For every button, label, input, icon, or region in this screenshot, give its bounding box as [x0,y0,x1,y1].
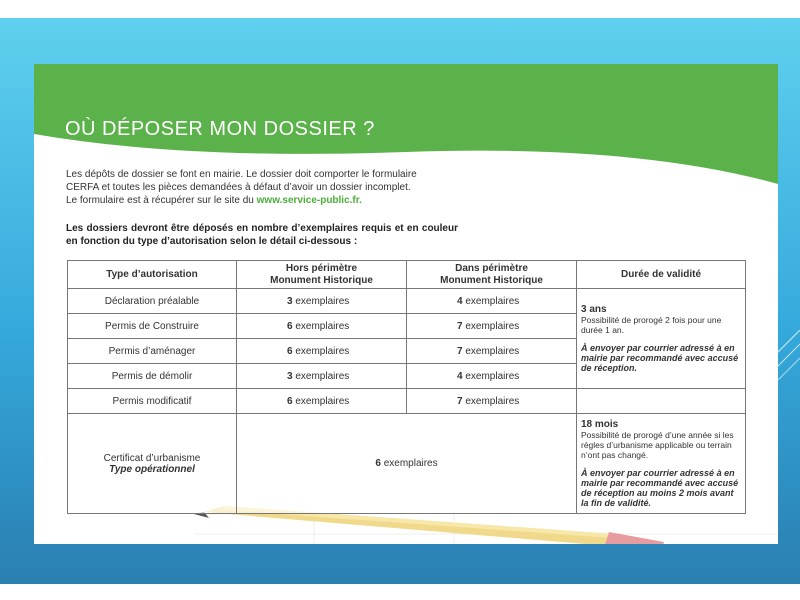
page-title: OÙ DÉPOSER MON DOSSIER ? [65,118,375,140]
header-text: Monument Historique [270,274,373,286]
header-type: Type d’autorisation [68,261,237,289]
count-unit: exemplaires [465,320,520,332]
intro-line: CERFA et toutes les pièces demandées à défaut d’avoir un dossier incomplet. [66,182,411,193]
count-dans [407,339,577,364]
header-text: Dans périmètre [455,262,528,274]
intro-line [66,194,466,207]
duree-title: 18 mois [581,419,619,430]
table-row [68,289,746,314]
row-type: Déclaration préalable [68,289,237,314]
duree-text: Possibilité de prorogé 2 fois pour une durée 1 an. [581,315,722,335]
row-type: Permis de Construire [68,314,237,339]
certificat-count [237,414,577,514]
count-unit: exemplaires [465,295,520,307]
row-type: Permis de démolir [68,364,237,389]
count-value: 7 [457,320,463,332]
intro-paragraph [66,168,466,207]
count-value: 6 [287,345,293,357]
count-unit: exemplaires [465,370,520,382]
certificat-subtype: Type opérationnel [109,463,195,475]
duree-instruction: À envoyer par courrier adressé à en mairie par recommandé avec accusé de réception. [581,343,739,373]
duree-certificat [577,414,746,514]
service-public-link[interactable]: www.service-public.fr. [256,195,362,206]
count-dans [407,314,577,339]
count-value: 6 [375,458,381,469]
count-value: 6 [287,395,293,407]
count-hors [237,314,407,339]
authorization-table [67,260,746,514]
count-value: 4 [457,295,463,307]
count-value: 6 [287,320,293,332]
header-text: Monument Historique [440,274,543,286]
count-unit: exemplaires [295,395,350,407]
certificat-type [68,414,237,514]
count-value: 7 [457,345,463,357]
row-type: Permis modificatif [68,389,237,414]
count-unit: exemplaires [465,345,520,357]
count-value: 3 [287,295,293,307]
table-row [68,389,746,414]
count-hors [237,364,407,389]
count-unit: exemplaires [295,370,350,382]
count-unit: exemplaires [295,295,350,307]
duree-permis [577,289,746,389]
count-unit: exemplaires [295,320,350,332]
count-unit: exemplaires [295,345,350,357]
instructions-note: Les dossiers devront être déposés en nombre d’exemplaires requis et en couleur en fonction du type d’autorisation selon le détail ci-dessous : [66,223,458,247]
duree-title: 3 ans [581,304,607,315]
count-unit: exemplaires [383,458,438,469]
duree-text: Possibilité de prorogé d’une année si les règles d’urbanisme applicable ou terrain n’ont pas changé. [581,430,734,460]
count-dans [407,289,577,314]
header-hors-perimetre [237,261,407,289]
slide-card [34,64,778,544]
header-duree: Durée de validité [577,261,746,289]
header-text: Hors périmètre [285,262,358,274]
intro-line: Les dépôts de dossier se font en mairie. Le dossier doit comporter le formulaire [66,169,417,180]
intro-text: Le formulaire est à récupérer sur le site du [66,195,257,206]
table-header-row [68,261,746,289]
count-dans [407,364,577,389]
row-type: Permis d’aménager [68,339,237,364]
count-hors [237,389,407,414]
header-dans-perimetre [407,261,577,289]
count-unit: exemplaires [465,395,520,407]
table-row-certificat [68,414,746,514]
count-hors [237,289,407,314]
count-value: 3 [287,370,293,382]
count-value: 4 [457,370,463,382]
count-dans [407,389,577,414]
duree-instruction: À envoyer par courrier adressé à en mairie par recommandé avec accusé de réception au moins 2 mois avant la fin de validité. [581,468,739,508]
count-hors [237,339,407,364]
certificat-name: Certificat d’urbanisme [103,452,201,464]
count-value: 7 [457,395,463,407]
duree-empty [577,389,746,414]
